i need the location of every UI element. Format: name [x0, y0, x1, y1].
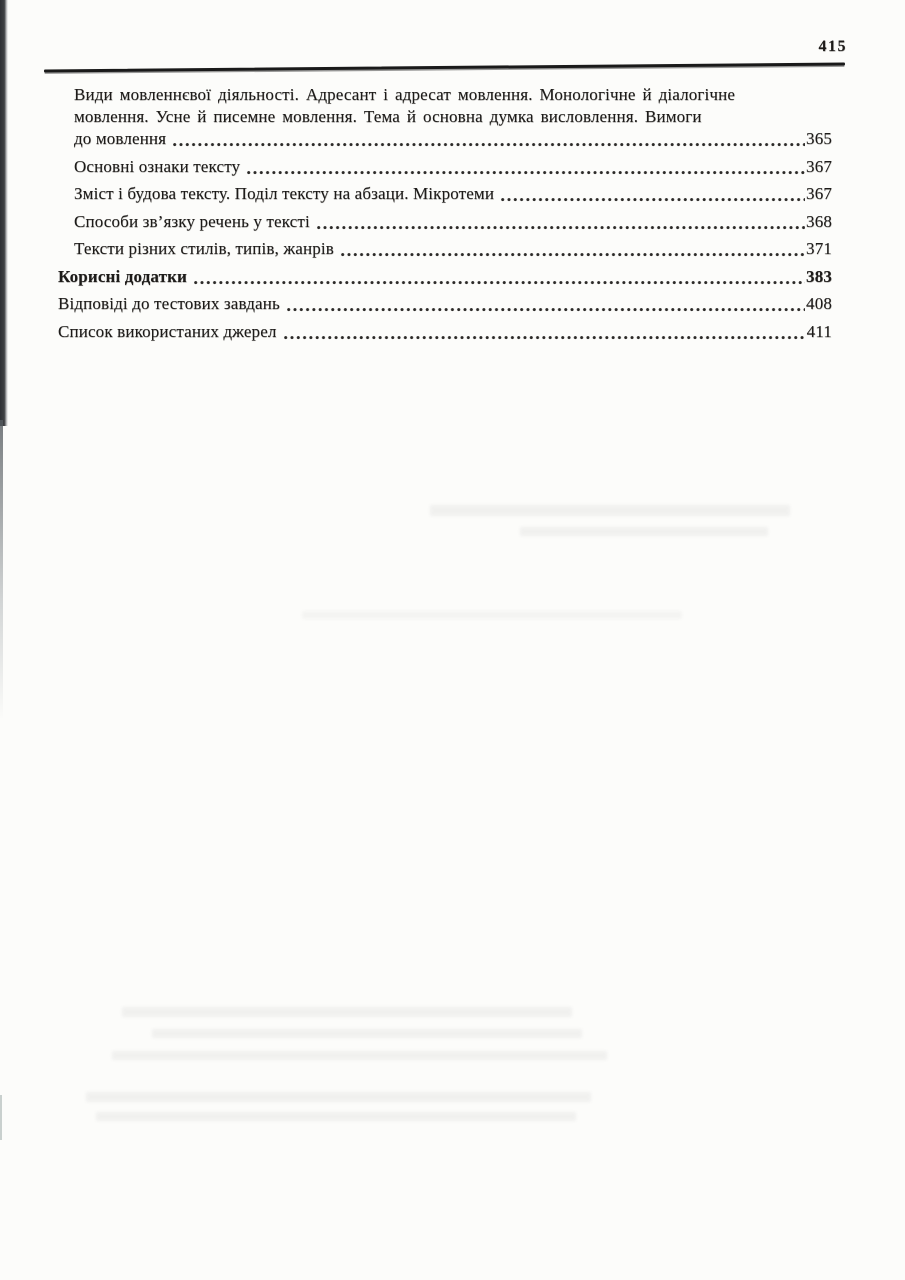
toc-entry-row: [74, 156, 832, 178]
toc-entry-page: 411: [806, 321, 832, 341]
bleed-through-artifact: [430, 505, 790, 516]
scan-edge-artifact-left-thin: [0, 420, 3, 720]
toc-entry-row: [58, 266, 832, 288]
toc-entry-title: Тексти різних стилів, типів, жанрів: [74, 239, 334, 258]
bleed-through-artifact: [520, 527, 768, 536]
toc-entry-title: Способи зв’язку речень у тексті: [74, 211, 310, 231]
page-number: 415: [818, 38, 847, 55]
toc-entry-page: 367: [806, 156, 832, 176]
bleed-through-artifact: [152, 1029, 582, 1038]
toc-entry-row: [58, 321, 832, 343]
toc-entry-title: Зміст і будова тексту. Поділ тексту на абзаци. Мікротеми: [74, 184, 495, 203]
toc-entry-page: 367: [806, 184, 832, 203]
dot-leader: [287, 307, 805, 312]
bleed-through-artifact: [122, 1007, 572, 1017]
toc-entry-title: Корисні додатки: [58, 266, 188, 286]
scan-edge-artifact-left: [0, 0, 8, 426]
toc-entry: [58, 238, 832, 260]
dot-leader: [173, 142, 805, 147]
toc-entry-row: [74, 183, 832, 205]
bleed-through-artifact: [112, 1051, 607, 1060]
dot-leader: [284, 335, 806, 340]
toc-entry-page: 383: [806, 266, 832, 286]
toc-entry-page: 365: [806, 129, 832, 148]
header-rule: [44, 63, 845, 73]
toc-entry-text-line: мовлення. Усне й писемне мовлення. Тема й основна думка висловлення. Вимоги: [74, 107, 702, 126]
toc-entry: [58, 266, 832, 288]
bleed-through-artifact: [86, 1092, 591, 1102]
dot-leader: [317, 225, 805, 230]
toc-entry-text-line: Види мовленнєвої діяльності. Адресант і адресат мовлення. Монологічне й діалогічне: [74, 85, 736, 104]
toc-entry: [58, 84, 832, 150]
toc-entry-title: Основні ознаки тексту: [74, 156, 241, 176]
toc-entry-page: 368: [806, 211, 832, 231]
table-of-contents: [58, 84, 832, 343]
toc-entry-row: [74, 238, 832, 260]
toc-entry-row: [74, 128, 832, 150]
toc-entry-page: 408: [806, 294, 832, 313]
dot-leader: [247, 170, 805, 175]
toc-entry-page: 371: [806, 239, 832, 258]
toc-entry: [58, 321, 832, 343]
toc-entry-title: Список використаних джерел: [58, 321, 277, 341]
toc-entry: [58, 156, 832, 178]
toc-entry-row: [58, 293, 832, 315]
dot-leader: [194, 280, 805, 285]
scan-edge-artifact-left-low: [0, 1095, 2, 1140]
dot-leader: [501, 197, 805, 202]
bleed-through-artifact: [96, 1112, 576, 1121]
toc-entry: [58, 293, 832, 315]
toc-entry: [58, 211, 832, 233]
toc-entry-title: до мовлення: [74, 129, 167, 148]
toc-entry-title: Відповіді до тестових завдань: [58, 294, 280, 313]
dot-leader: [341, 252, 805, 257]
toc-entry: [58, 183, 832, 205]
bleed-through-artifact: [302, 611, 682, 619]
toc-entry-row: [74, 211, 832, 233]
